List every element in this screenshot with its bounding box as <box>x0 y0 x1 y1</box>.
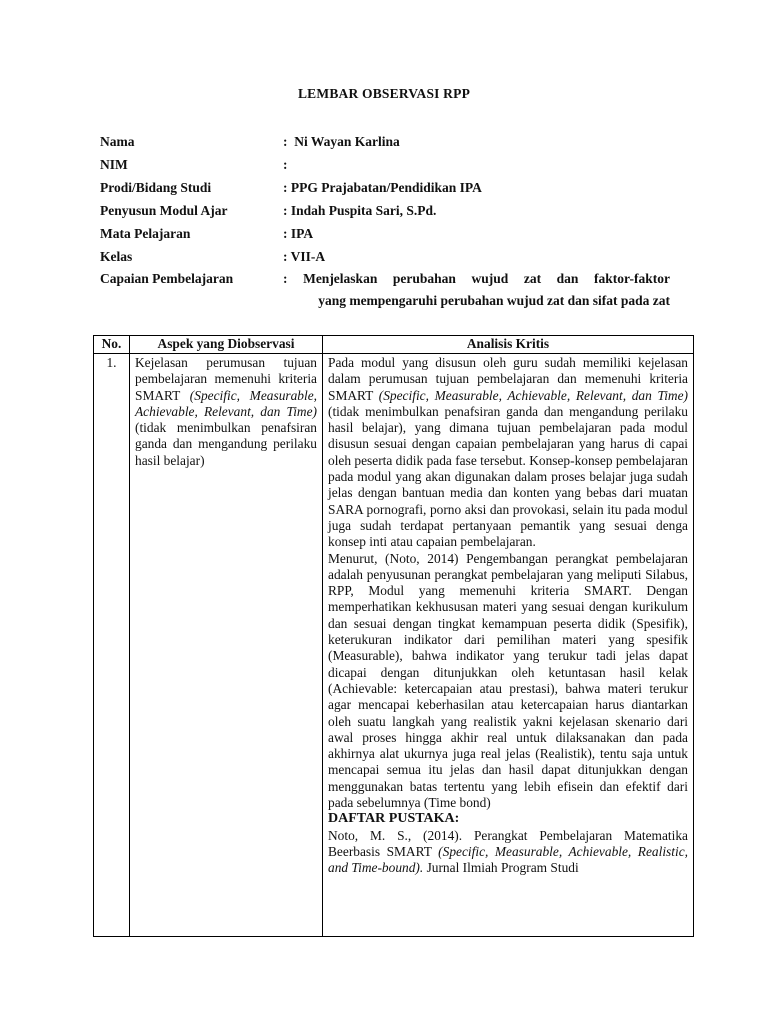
header-analisis: Analisis Kritis <box>323 336 694 354</box>
meta-row-penyusun <box>100 199 670 222</box>
analysis-paragraph-1 <box>328 355 688 551</box>
meta-row-nama <box>100 130 670 153</box>
reference-text-italic: (Specific, Measurable, Achievable, Realistic, and Time-bound). <box>328 843 688 876</box>
table-header-row <box>94 336 694 354</box>
aspect-text-a: Kejelasan perumusan tujuan pembelajaran memenuhi kriteria SMART <box>135 355 317 403</box>
meta-row-nim <box>100 153 670 176</box>
meta-value: : IPA <box>283 225 314 241</box>
meta-label: Prodi/Bidang Studi <box>100 179 212 195</box>
meta-row-capaian <box>100 268 670 312</box>
table-row <box>94 354 694 937</box>
meta-value: : VII-A <box>283 248 326 264</box>
meta-value: : PPG Prajabatan/Pendidikan IPA <box>283 179 482 195</box>
meta-label: Penyusun Modul Ajar <box>100 202 228 218</box>
capaian-line-1: : Menjelaskan perubahan wujud zat dan faktor-faktor <box>283 271 670 286</box>
meta-label: Mata Pelajaran <box>100 225 191 241</box>
analysis-paragraph-2: Menurut, (Noto, 2014) Pengembangan perangkat pembelajaran adalah penyusunan perangkat pembelajaran yang meliputi Silabus, RPP, Modul yang memenuhi kriteria SMART. Dengan memperhatikan kekhususan materi yang sesuai dengan kurikulum dan sesuai dengan tingkat kemampuan peserta didik (Spesifik), keterukuran indikator dari pemilihan materi yang spesifik (Measurable), bahwa indikator yang terukur tadi jelas dapat dicapai dengan ditunjukkan oleh ketuntasan hasil kelak (Achievable: ketercapaian atau prestasi), bahwa materi terukur agar mencapai keberhasilan atau ketercapaian harus diantarkan oleh suatu langkah yang realistik yakni kejelasan skenario dari awal proses hingga akhir real untuk dilaksanakan dan pada akhirnya alat ukurnya juga real jelas (Realistik), tentu saja untuk mencapai semua itu jelas dan hasil dapat ditunjukkan dengan menggunakan batas tertentu yang lebih efisein dan efektif dari pada sebelumnya (Time bond) <box>328 550 688 811</box>
capaian-value <box>283 268 670 312</box>
analysis-text-a: Pada modul yang disusun oleh guru sudah memiliki kejelasan dalam perumusan tujuan pembelajaran dan memenuhi kriteria SMART <box>328 355 688 403</box>
meta-value: : Ni Wayan Karlina <box>283 133 400 149</box>
references-heading: DAFTAR PUSTAKA: <box>328 811 460 827</box>
meta-label: NIM <box>100 156 128 172</box>
meta-row-mapel <box>100 222 670 245</box>
analysis-text-italic: (Specific, Measurable, Achievable, Relevant, dan Time) <box>378 387 688 403</box>
meta-row-prodi <box>100 176 670 199</box>
meta-label: Capaian Pembelajaran <box>100 271 234 286</box>
analysis-cell <box>323 354 694 937</box>
meta-value: : <box>283 156 288 172</box>
analysis-text-c: (tidak menimbulkan penafsiran ganda dan mengandung perilaku hasil belajar), yang dimana tujuan pembelajaran pada modul disusun sesuai dengan capaian pembelajaran yang harus di capai oleh peserta didik pada fase tersebut. Konsep-konsep pembelajaran pada modul yang akan digunakan dalam proses belajar juga sudah jelas dengan bantuan media dan konten yang bebas dari muatan SARA pornografi, porno aksi dan provokasi, selain itu pada modul juga sudah terdapat pertanyaan pemantik yang sesuai denga konsep inti atau capaian pembelajaran. <box>328 403 688 550</box>
document-title: LEMBAR OBSERVASI RPP <box>297 86 471 101</box>
reference-text-c: Jurnal Ilmiah Program Studi <box>423 860 579 876</box>
meta-row-kelas <box>100 245 670 268</box>
meta-label: Kelas <box>100 248 133 264</box>
aspect-cell <box>130 354 323 937</box>
row-number: 1. <box>94 354 130 937</box>
aspect-text-italic: (Specific, Measurable, Achievable, Relevant, dan Time) <box>135 387 317 419</box>
identity-section <box>100 130 670 312</box>
capaian-line-2: yang mempengaruhi perubahan wujud zat dan sifat pada zat <box>318 293 670 308</box>
reference-entry <box>328 828 688 877</box>
reference-text-a: Noto, M. S., (2014). Perangkat Pembelajaran Matematika Beerbasis SMART <box>328 827 688 859</box>
aspect-text-c: (tidak menimbulkan penafsiran ganda dan mengandung perilaku hasil belajar) <box>135 420 317 468</box>
header-no: No. <box>94 336 130 354</box>
meta-label: Nama <box>100 133 135 149</box>
observation-table <box>93 335 694 937</box>
header-aspek: Aspek yang Diobservasi <box>130 336 323 354</box>
meta-value: : Indah Puspita Sari, S.Pd. <box>283 202 437 218</box>
